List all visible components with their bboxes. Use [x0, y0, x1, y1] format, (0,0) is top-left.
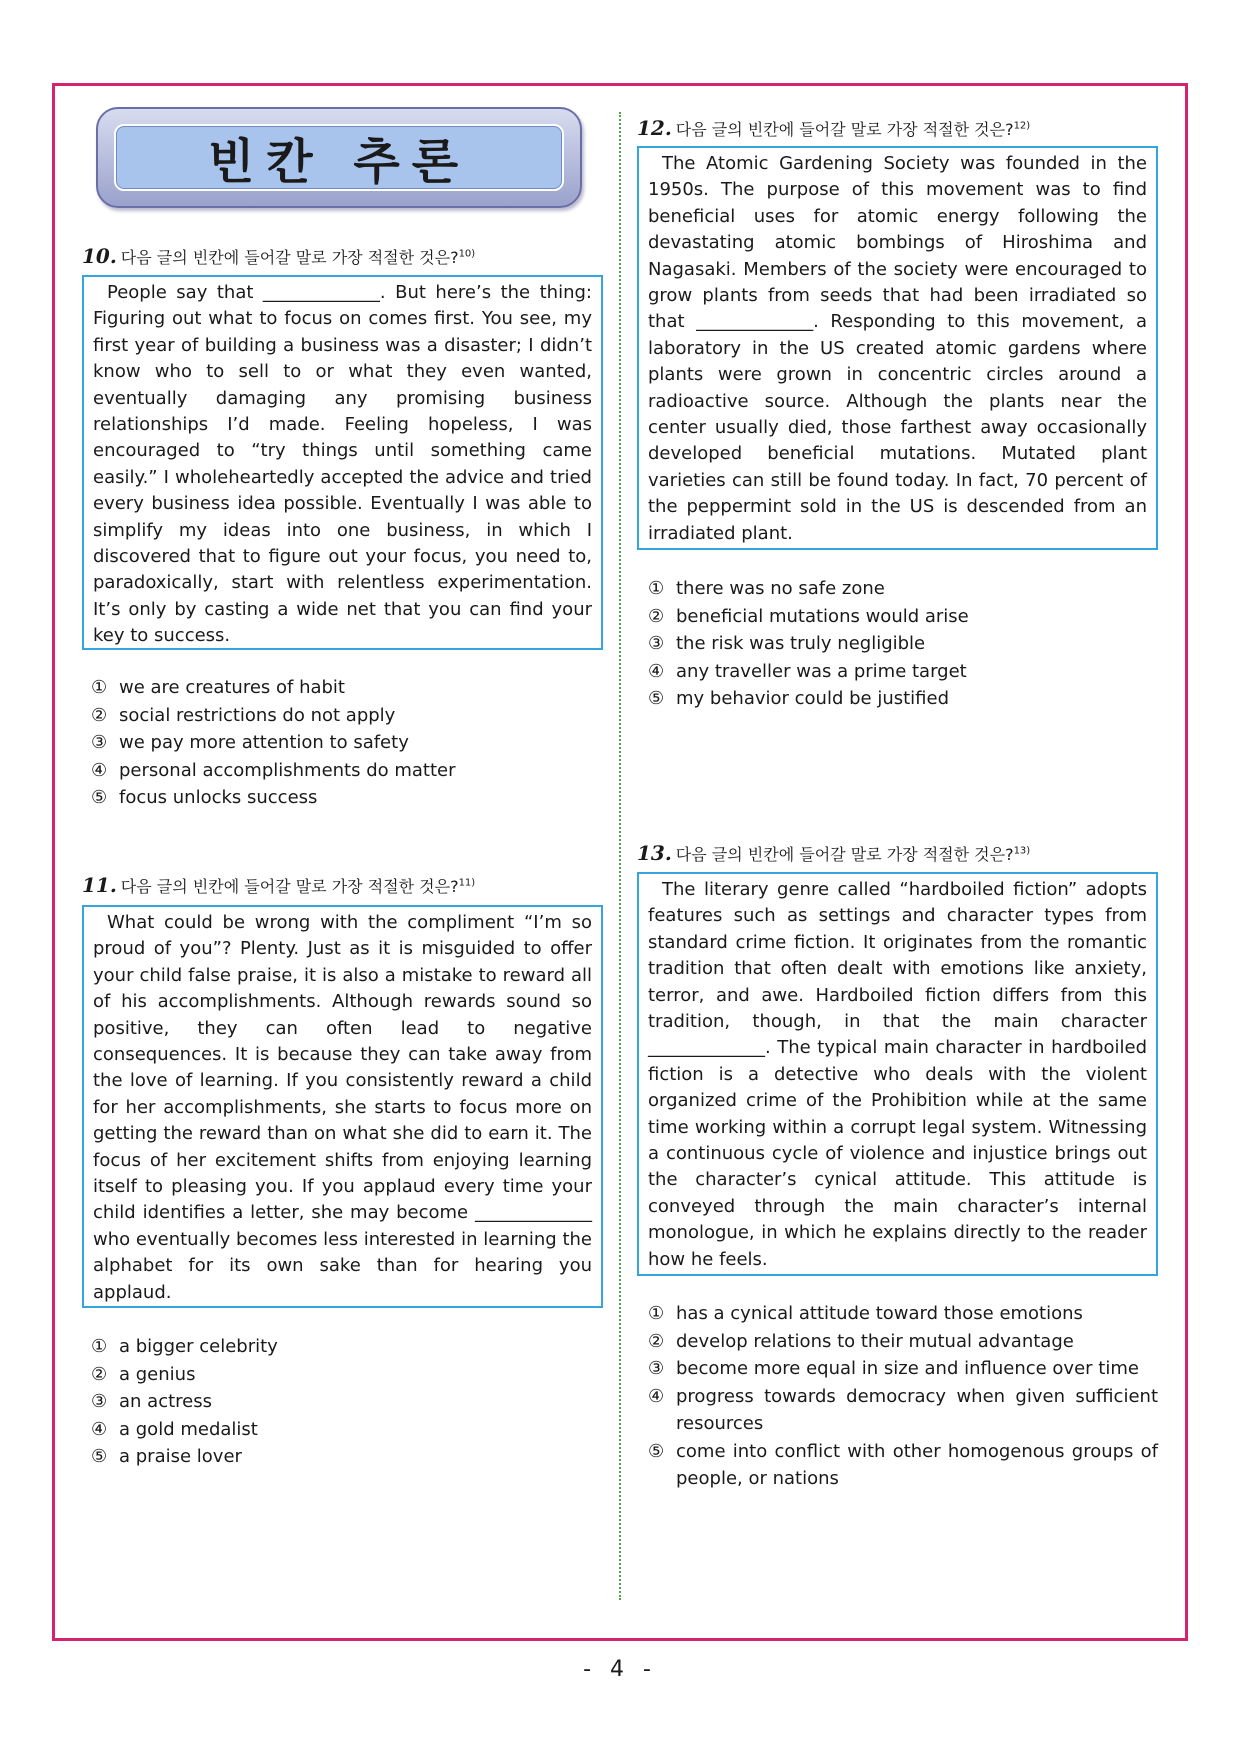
option-mark: ⑤: [648, 1440, 665, 1462]
option-text: social restrictions do not apply: [119, 704, 396, 726]
question-prompt: 다음 글의 빈칸에 들어갈 말로 가장 적절한 것은?: [120, 248, 459, 267]
option-item[interactable]: [91, 729, 601, 757]
option-item[interactable]: [648, 1300, 1158, 1328]
option-text: the risk was truly negligible: [676, 633, 926, 654]
option-text: a bigger celebrity: [119, 1336, 278, 1357]
option-text: we pay more attention to safety: [119, 732, 409, 753]
option-mark: ⑤: [91, 1446, 108, 1467]
option-mark: ④: [648, 660, 665, 682]
question-prompt: 다음 글의 빈칸에 들어갈 말로 가장 적절한 것은?: [120, 877, 459, 896]
option-text: beneficial mutations would arise: [676, 605, 969, 627]
page-number: - 4 -: [583, 1657, 657, 1682]
question-10-options: [91, 674, 601, 812]
section-title: 빈칸 추론: [207, 134, 471, 190]
passage-text: People say that _____________. But here’s the thing: Figuring out what to focus on comes first. You see, my first year of building a business was a disaster; I didn’t know who to sell to or what they even wanted, eventually damaging any promising business relationships I’d made. Feeling hopeless, I was encouraged to “try things until something came easily.” I wholeheartedly accepted the advice and tried every business idea possible. Eventually I was able to simplify my ideas into one business, in which I discovered that to figure out your focus, you need to, paradoxically, start with relentless experimentation. It’s only by casting a wide net that you can find your key to success.: [93, 282, 592, 647]
option-text: an actress: [119, 1391, 212, 1412]
option-text: a gold medalist: [119, 1418, 258, 1440]
question-12-header: [637, 116, 1030, 140]
option-item[interactable]: [648, 685, 1158, 713]
option-item[interactable]: [91, 1416, 601, 1444]
option-mark: ③: [648, 1358, 665, 1379]
question-number: 13.: [637, 841, 672, 865]
option-text: a praise lover: [119, 1446, 242, 1467]
option-item[interactable]: [648, 575, 1158, 603]
question-prompt: 다음 글의 빈칸에 들어갈 말로 가장 적절한 것은?: [675, 120, 1014, 139]
option-item[interactable]: [91, 757, 601, 785]
question-10-header: [82, 244, 475, 268]
option-item[interactable]: [91, 1333, 601, 1361]
section-title-inner: [114, 124, 564, 191]
question-11-header: [82, 873, 475, 897]
option-item[interactable]: [648, 630, 1158, 658]
option-item[interactable]: [91, 1361, 601, 1389]
question-10-passage: [82, 275, 603, 650]
option-item[interactable]: [648, 603, 1158, 631]
option-text: there was no safe zone: [676, 578, 885, 599]
option-item[interactable]: [91, 1388, 601, 1416]
option-item[interactable]: [648, 1355, 1158, 1383]
question-number: 11.: [82, 873, 117, 897]
option-mark: ①: [91, 1336, 108, 1357]
option-text: we are creatures of habit: [119, 677, 345, 698]
option-text: develop relations to their mutual advantage: [676, 1330, 1074, 1352]
option-mark: ②: [648, 1330, 665, 1352]
passage-text: The literary genre called “hardboiled fiction” adopts features such as settings and character types from standard crime fiction. It originates from the romantic tradition that often dealt with emotions like anxiety, terror, and awe. Hardboiled fiction differs from this tradition, though, in that the main character _____________. The typical main character in hardboiled fiction is a detective who deals with the violent organized crime of the Prohibition while at the same time working within a corrupt legal system. Witnessing a continuous cycle of violence and injustice brings out the character’s cynical attitude. This attitude is conveyed through the main character’s internal monologue, in which he explains directly to the reader how he feels.: [648, 879, 1147, 1270]
option-mark: ④: [91, 759, 108, 781]
option-mark: ③: [91, 732, 108, 753]
question-12-passage: [637, 146, 1158, 550]
option-item[interactable]: [648, 1383, 1158, 1438]
option-mark: ①: [648, 578, 665, 599]
question-11-passage: [82, 905, 603, 1308]
column-divider: [619, 112, 621, 1600]
option-mark: ④: [648, 1385, 665, 1407]
option-item[interactable]: [91, 1443, 601, 1471]
question-footnote-ref: 11): [458, 877, 476, 889]
question-13-passage: [637, 872, 1158, 1276]
option-item[interactable]: [648, 1438, 1158, 1493]
option-text: come into conflict with other homogenous groups of people, or nations: [676, 1440, 1158, 1489]
question-13-options: [648, 1300, 1158, 1493]
question-number: 10.: [82, 244, 117, 268]
option-mark: ③: [648, 633, 665, 654]
option-item[interactable]: [91, 702, 601, 730]
passage-text: The Atomic Gardening Society was founded in the 1950s. The purpose of this movement was to find beneficial uses for atomic energy following the devastating atomic bombings of Hiroshima and Nagasaki. Members of the society were encouraged to grow plants from seeds that had been irradiated so that _____________. Responding to this movement, a laboratory in the US created atomic gardens where plants were grown in concentric circles around a radioactive source. Although the plants near the center usually died, those farthest away occasionally developed beneficial mutations. Mutated plant varieties can still be found today. In fact, 70 percent of the peppermint sold in the US is descended from an irradiated plant.: [648, 153, 1147, 544]
option-mark: ①: [91, 677, 108, 698]
question-footnote-ref: 10): [458, 248, 476, 260]
section-title-badge: [96, 107, 582, 208]
question-prompt: 다음 글의 빈칸에 들어갈 말로 가장 적절한 것은?: [675, 845, 1014, 864]
option-mark: ⑤: [91, 787, 108, 808]
option-mark: ④: [91, 1418, 108, 1440]
option-mark: ②: [91, 704, 108, 726]
option-item[interactable]: [648, 658, 1158, 686]
option-text: focus unlocks success: [119, 787, 318, 808]
option-item[interactable]: [91, 674, 601, 702]
question-number: 12.: [637, 116, 672, 140]
option-text: become more equal in size and influence over time: [676, 1358, 1139, 1379]
passage-text: What could be wrong with the compliment “I’m so proud of you”? Plenty. Just as it is misguided to offer your child false praise, it is also a mistake to reward all of his accomplishments. Although rewards sound so positive, they can often lead to negative consequences. It is because they can take away from the love of learning. If you consistently reward a child for her accomplishments, she starts to focus more on getting the reward than on what she did to earn it. The focus of her excitement shifts from enjoying learning itself to pleasing you. If you applaud every time your child identifies a letter, she may become _____________ who eventually becomes less interested in learning the alphabet for its own sake than for hearing you applaud.: [93, 912, 592, 1303]
question-11-options: [91, 1333, 601, 1471]
option-mark: ②: [648, 605, 665, 627]
option-text: progress towards democracy when given sufficient resources: [676, 1385, 1158, 1434]
option-mark: ③: [91, 1391, 108, 1412]
option-mark: ①: [648, 1303, 665, 1324]
question-12-options: [648, 575, 1158, 713]
option-text: my behavior could be justified: [676, 688, 950, 709]
option-mark: ②: [91, 1363, 108, 1385]
question-footnote-ref: 13): [1013, 845, 1031, 857]
option-mark: ⑤: [648, 688, 665, 709]
option-item[interactable]: [648, 1328, 1158, 1356]
question-footnote-ref: 12): [1013, 120, 1031, 132]
option-text: has a cynical attitude toward those emotions: [676, 1303, 1083, 1324]
question-13-header: [637, 841, 1030, 865]
option-text: a genius: [119, 1363, 196, 1385]
option-text: any traveller was a prime target: [676, 660, 967, 682]
option-item[interactable]: [91, 784, 601, 812]
option-text: personal accomplishments do matter: [119, 759, 456, 781]
